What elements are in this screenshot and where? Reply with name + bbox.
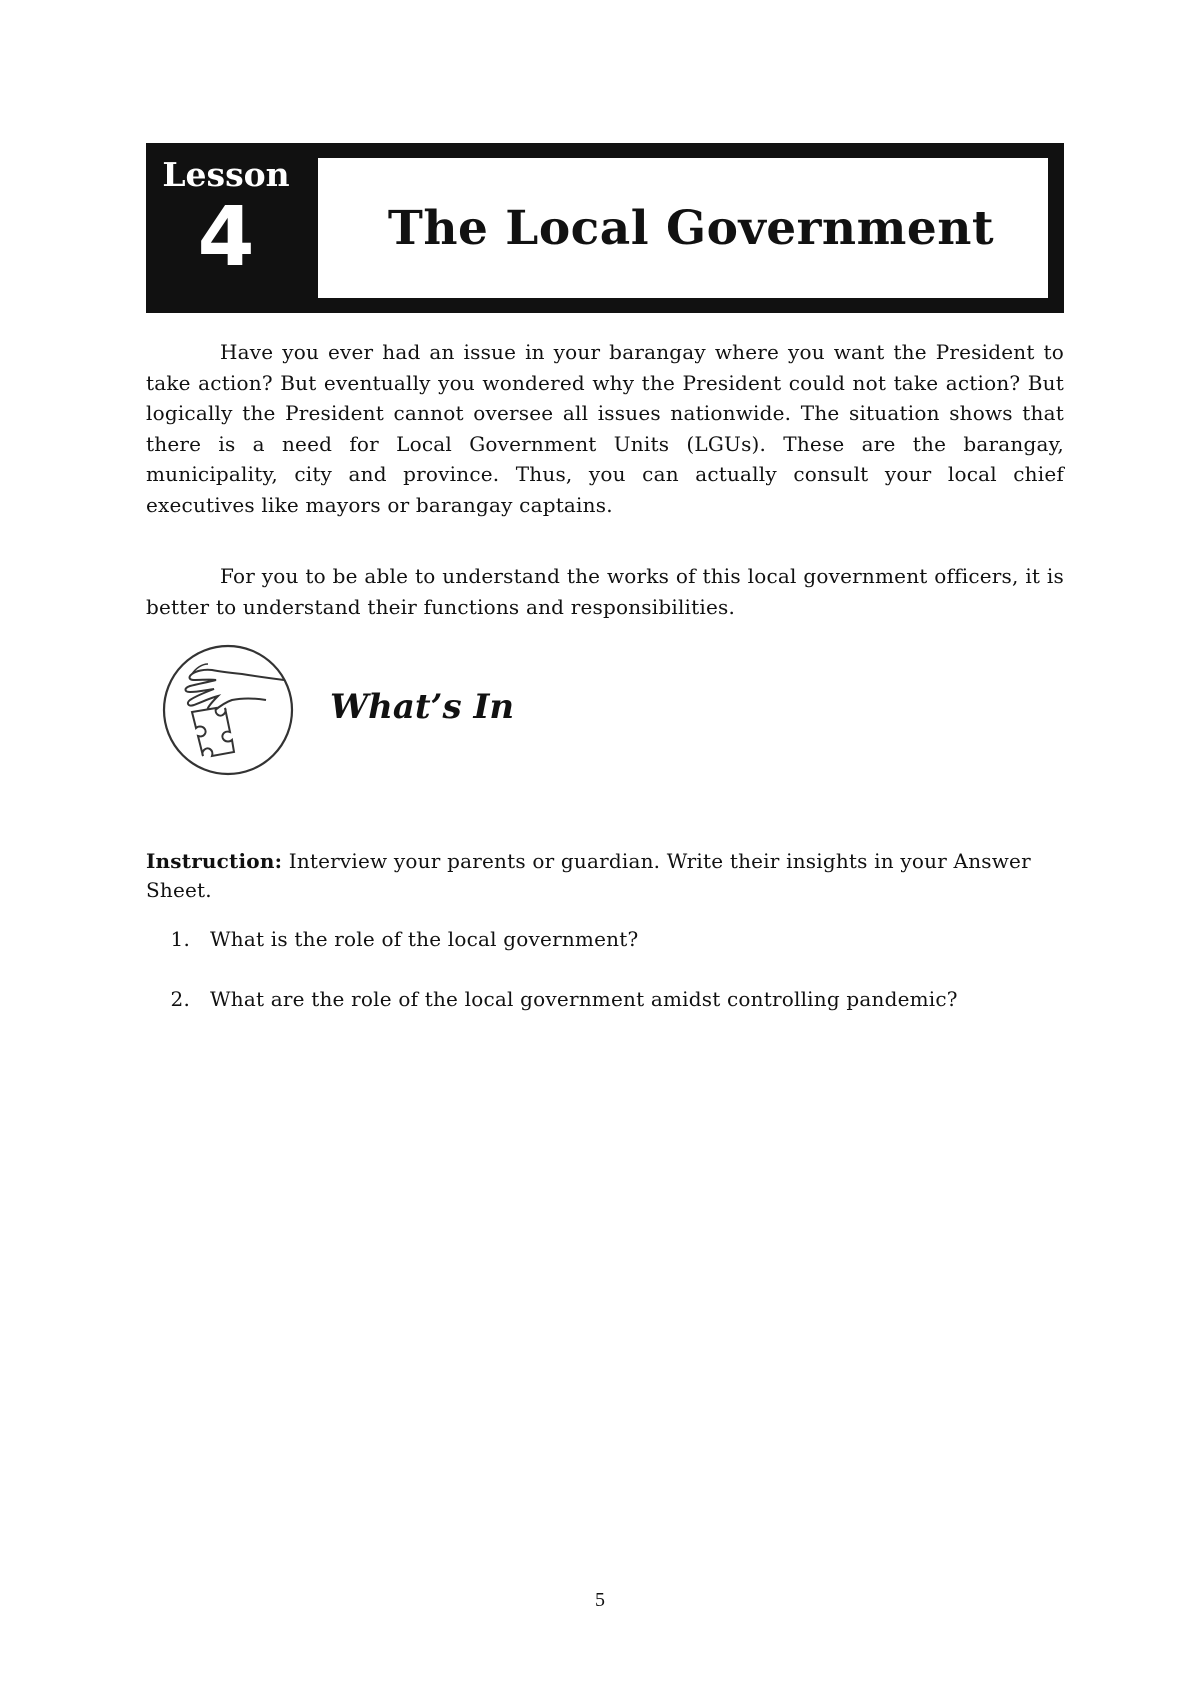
- question-list: [146, 925, 1064, 1013]
- instruction-text: [146, 847, 1064, 905]
- lesson-number: 4: [197, 190, 255, 285]
- question-text: What is the role of the local government?: [210, 927, 639, 951]
- page-number: 5: [595, 1589, 605, 1611]
- instruction-label: Instruction:: [146, 849, 283, 873]
- lesson-title-box: [314, 154, 1052, 302]
- hand-puzzle-piece-icon: [156, 640, 306, 782]
- question-number: 2.: [170, 987, 190, 1011]
- instruction-body: Interview your parents or guardian. Write their insights in your Answer Sheet.: [146, 849, 1031, 902]
- question-item: [146, 985, 1064, 1013]
- lesson-title: The Local Government: [387, 200, 995, 256]
- intro-paragraph-2: For you to be able to understand the works of this local government officers, it is better to understand their functions and responsibilities.: [146, 564, 1064, 619]
- question-item: [146, 925, 1064, 953]
- question-text: What are the role of the local government amidst controlling pandemic?: [210, 987, 958, 1011]
- whats-in-heading: What’s In: [330, 687, 515, 727]
- intro-paragraph-1: Have you ever had an issue in your barangay where you want the President to take action? But eventually you wondered why the President could not take action? But logically the President cannot oversee all issues nationwide. The situation shows that there is a need for Local Government Units (LGUs). These are the barangay, municipality, city and province. Thus, you can actually consult your local chief executives like mayors or barangay captains.: [146, 340, 1064, 517]
- question-number: 1.: [170, 927, 190, 951]
- lesson-banner: [146, 143, 1064, 313]
- lesson-label: Lesson: [162, 155, 290, 194]
